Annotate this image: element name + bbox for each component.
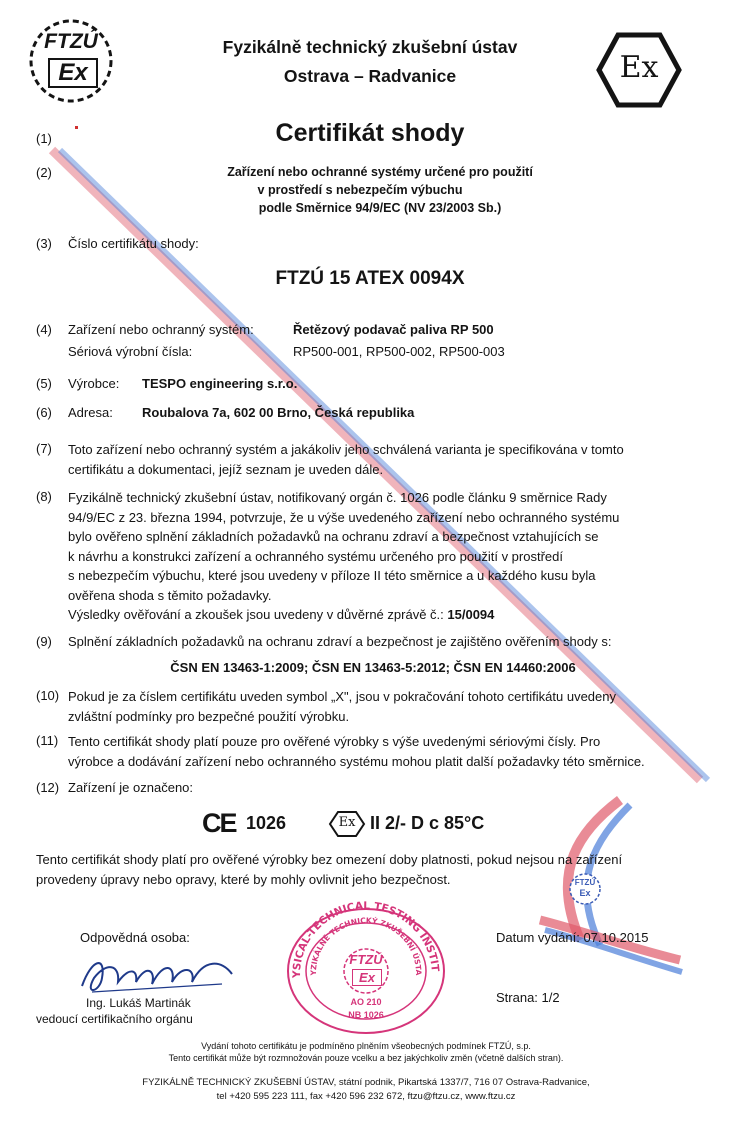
- page-value: 1/2: [541, 990, 560, 1005]
- stamp-ao: AO 210: [350, 997, 382, 1007]
- ftzu-logo-top-text: FTZÚ: [44, 30, 98, 53]
- stamp-logo-top: FTZÚ: [349, 952, 383, 967]
- handwritten-signature: [72, 948, 242, 998]
- report-number: 15/0094: [447, 607, 495, 622]
- subtitle-line: Zařízení nebo ochranné systémy určené pro použití: [227, 165, 533, 179]
- subtitle-line: v prostředí s nebezpečím výbuchu: [257, 183, 463, 197]
- stamp-logo-bottom: Ex: [352, 969, 382, 986]
- paragraph-line: certifikátu a dokumentaci, jejíž seznam je uveden dále.: [68, 461, 384, 477]
- issue-date: [496, 930, 649, 945]
- paragraph-line: zvláštní podmínky pro bezpečné použití výrobku.: [68, 708, 350, 724]
- paragraph-9: Splnění základních požadavků na ochranu zdraví a bezpečnost je zajištěno ověřením shody s:: [68, 634, 612, 649]
- norms-list: ČSN EN 13463-1:2009; ČSN EN 13463-5:2012; ČSN EN 14460:2006: [170, 660, 576, 675]
- paragraph-10: [68, 687, 680, 726]
- org-location: Ostrava – Radvanice: [283, 66, 457, 86]
- row-number: (8): [36, 489, 52, 504]
- paragraph-line: Toto zařízení nebo ochranný systém a jakákoliv jeho schválená varianta je specifikována v tomto: [68, 442, 624, 457]
- row-number: (11): [36, 733, 59, 748]
- paragraph-line: provedeny úpravy nebo opravy, které by mohly ovlivnit jeho bezpečnost.: [36, 871, 451, 887]
- ce-mark-icon: CE: [202, 808, 236, 838]
- ribbon-logo-bottom: Ex: [579, 888, 591, 898]
- paragraph-line: Fyzikálně technický zkušební ústav, notifikovaný orgán č. 1026 podle článku 9 směrnice Rady: [68, 490, 607, 505]
- report-line: [68, 607, 494, 622]
- footer-line: FYZIKÁLNĚ TECHNICKÝ ZKUŠEBNÍ ÚSTAV, státní podnik, Pikartská 1337/7, 716 07 Ostrava-Radvanice,: [142, 1077, 590, 1088]
- ce-notified-body-number: 1026: [246, 813, 287, 833]
- stamp-inner-text: YZIKÁLNĚ TECHNICKÝ ZKUŠEBNÍ ÚSTA: [308, 915, 424, 976]
- device-label: Zařízení nebo ochranný systém:: [68, 322, 254, 337]
- paragraph-8: [68, 488, 680, 605]
- report-text: Výsledky ověřování a zkoušek jsou uvedeny v důvěrné zprávě č.:: [68, 607, 444, 622]
- paragraph-line: 94/9/EC z 23. března 1994, potvrzuje, že u výše uvedeného zařízení nebo ochranného systému: [68, 509, 620, 525]
- paragraph-line: s nebezpečím výbuchu, které jsou uvedeny v příloze II této směrnice a u každého kusu byla: [68, 568, 596, 583]
- row-number: (4): [36, 322, 52, 337]
- paragraph-line: ověřena shoda s těmito požadavky.: [68, 587, 272, 603]
- address-value: Roubalova 7a, 602 00 Brno, Česká republika: [142, 405, 415, 420]
- ex-small-hexagon-text: Ex: [338, 815, 356, 830]
- serial-label: Sériová výrobní čísla:: [68, 344, 193, 359]
- paragraph-line: výrobce a dodávání zařízení nebo ochranného systému mohou platit další požadavky této směrnice.: [68, 753, 645, 769]
- maker-label: Výrobce:: [68, 376, 120, 391]
- official-stamp: [282, 895, 450, 1035]
- footer-line: Tento certifikát může být rozmnožován pouze vcelku a bez jakýchkoliv změn (včetně dalších stran).: [168, 1053, 564, 1063]
- stamp-ring-text: YSICAL-TECHNICAL TESTING INSTIT: [290, 899, 441, 979]
- ftzu-logo: [26, 16, 116, 106]
- row-number: (7): [36, 441, 52, 456]
- row-number: (2): [36, 165, 52, 180]
- row-number: (5): [36, 376, 52, 391]
- issue-date-label: Datum vydání:: [496, 930, 580, 945]
- issue-date-value: 07.10.2015: [583, 930, 649, 945]
- row-number: (10): [36, 688, 60, 703]
- page-label: Strana:: [496, 990, 538, 1005]
- ex-small-hexagon-icon: [328, 810, 366, 838]
- row-number: (12): [36, 780, 60, 795]
- responsible-person-label: Odpovědná osoba:: [80, 930, 190, 945]
- atex-marking: II 2/- D c 85°C: [370, 813, 485, 833]
- row-number: (1): [36, 131, 52, 146]
- paragraph-line: k návrhu a konstrukci zařízení a ochranného systému určeného pro použití v prostředí: [68, 548, 563, 564]
- device-value: Řetězový podavač paliva RP 500: [293, 322, 494, 337]
- maker-value: TESPO engineering s.r.o.: [142, 376, 298, 391]
- org-name: Fyzikálně technický zkušební ústav: [222, 37, 518, 57]
- row-number: (3): [36, 236, 52, 251]
- paragraph-7: [68, 440, 678, 479]
- paragraph-11: [68, 732, 682, 771]
- signatory-name: Ing. Lukáš Martinák: [86, 996, 191, 1010]
- footer-line: tel +420 595 223 111, fax +420 596 232 672, ftzu@ftzu.cz, www.ftzu.cz: [216, 1091, 516, 1102]
- subtitle-line: podle Směrnice 94/9/EC (NV 23/2003 Sb.): [258, 201, 502, 215]
- serial-value: RP500-001, RP500-002, RP500-003: [293, 344, 505, 359]
- ribbon-ftzu-logo: [568, 872, 602, 906]
- paragraph-line: Tento certifikát shody platí pro ověřené výrobky bez omezení doby platnosti, pokud nejsou na zařízení: [36, 852, 623, 867]
- page-title: Certifikát shody: [275, 119, 465, 147]
- row-number: (9): [36, 634, 52, 649]
- cert-number: FTZÚ 15 ATEX 0094X: [275, 268, 465, 289]
- cert-number-label: Číslo certifikátu shody:: [68, 236, 199, 251]
- stamp-nb: NB 1026: [348, 1010, 384, 1020]
- paragraph-line: Pokud je za číslem certifikátu uveden symbol „X", jsou v pokračování tohoto certifikátu uvedeny: [68, 689, 616, 704]
- ftzu-logo-bottom-text: Ex: [48, 58, 98, 88]
- paragraph-line: Tento certifikát shody platí pouze pro ověřené výrobky s výše uvedenými sériovými čísly. Pro: [68, 734, 601, 749]
- page-indicator: [496, 990, 560, 1005]
- address-label: Adresa:: [68, 405, 113, 420]
- footer-conditions: [60, 1040, 672, 1064]
- marking-label: Zařízení je označeno:: [68, 780, 194, 795]
- footer-contact: [60, 1076, 672, 1104]
- red-dot: [75, 126, 78, 129]
- signatory-role: vedoucí certifikačního orgánu: [36, 1012, 193, 1026]
- row-number: (6): [36, 405, 52, 420]
- ribbon-logo-top: FTZÚ: [574, 878, 596, 887]
- ex-hexagon-icon: [596, 32, 682, 108]
- footer-line: Vydání tohoto certifikátu je podmíněno plněním všeobecných podmínek FTZÚ, s.p.: [201, 1041, 531, 1051]
- ex-hexagon-text: Ex: [619, 50, 659, 85]
- paragraph-line: bylo ověřeno splnění základních požadavků na ochranu zdraví a bezpečnost vztahujících se: [68, 529, 599, 544]
